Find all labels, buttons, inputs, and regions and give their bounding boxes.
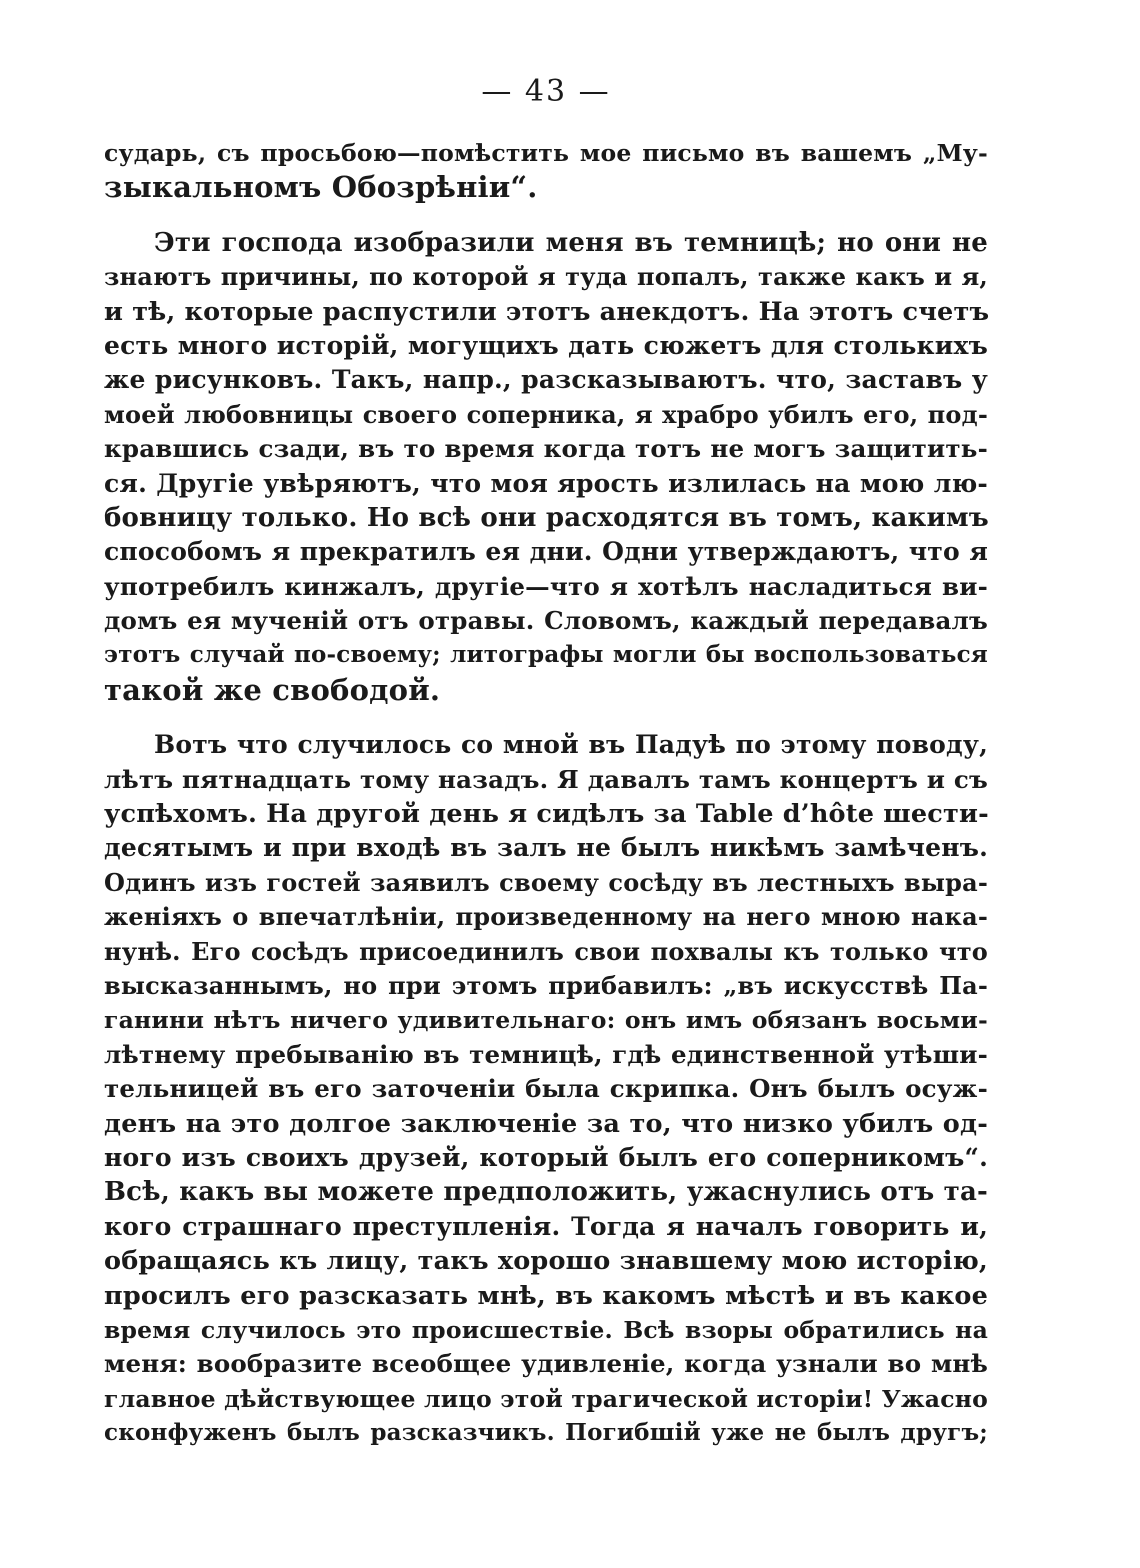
text-line: кого страшнаго преступленія. Тогда я началъ говорить и, xyxy=(104,1211,988,1241)
text-line: ганини нѣтъ ничего удивительнаго: онъ имъ обязанъ восьми- xyxy=(104,1006,988,1035)
text-line: же рисунковъ. Такъ, напр., разсказываютъ. что, заставъ у xyxy=(104,365,988,395)
page xyxy=(104,72,988,1450)
text-line: меня: вообразите всеобщее удивленіе, когда узнали во мнѣ xyxy=(104,1349,988,1379)
text-line: Всѣ, какъ вы можете предположить, ужаснулись отъ та- xyxy=(104,1177,988,1208)
page-number: — 43 — xyxy=(481,74,611,109)
text-line: десятымъ и при входѣ въ залъ не былъ никѣмъ замѣченъ. xyxy=(104,833,988,863)
text-line: денъ на это долгое заключеніе за то, что низко убилъ од- xyxy=(104,1108,988,1139)
text-line: Одинъ изъ гостей заявилъ своему сосѣду въ лестныхъ выра- xyxy=(104,867,988,897)
text-line: зыкальномъ Обозрѣніи“. xyxy=(104,170,538,205)
text-line: время случилось это происшествіе. Всѣ взоры обратились на xyxy=(104,1315,988,1344)
text-line: женіяхъ о впечатлѣніи, произведенному на него мною нака- xyxy=(104,902,988,932)
text-line: бовницу только. Но всѣ они расходятся въ томъ, какимъ xyxy=(104,502,989,533)
paragraph-1 xyxy=(104,136,988,205)
text-line: Эти господа изобразили меня въ темницѣ; но они не xyxy=(154,227,988,258)
text-line: ного изъ своихъ друзей, который былъ его соперникомъ“. xyxy=(104,1142,988,1172)
text-line: знаютъ причины, по которой я туда попалъ, также какъ и я, xyxy=(104,262,988,292)
text-line: и тѣ, которые распустили этотъ анекдотъ. На этотъ счетъ xyxy=(104,296,990,327)
text-line: успѣхомъ. На другой день я сидѣлъ за Table d’hôte шести- xyxy=(104,799,989,830)
text-line: тельницей въ его заточеніи была скрипка. Онъ былъ осуж- xyxy=(104,1074,988,1104)
text-line: кравшись сзади, въ то время когда тотъ не могъ защитить- xyxy=(104,434,988,464)
text-line: употребилъ кинжалъ, другіе—что я хотѣлъ насладиться ви- xyxy=(104,571,988,601)
text-line: есть много исторій, могущихъ дать сюжетъ для столькихъ xyxy=(104,330,988,360)
text-line: высказаннымъ, но при этомъ прибавилъ: „въ искусствѣ Па- xyxy=(104,970,988,1000)
text-line: ся. Другіе увѣряютъ, что моя ярость излилась на мою лю- xyxy=(104,468,988,498)
text-line: лѣтъ пятнадцать тому назадъ. Я давалъ тамъ концертъ и съ xyxy=(104,764,988,794)
paragraph-2 xyxy=(104,226,988,707)
text-line: лѣтнему пребыванію въ темницѣ, гдѣ единственной утѣши- xyxy=(104,1039,988,1069)
text-line: нунѣ. Его сосѣдъ присоединилъ свои похвалы къ только что xyxy=(104,936,988,966)
text-line: этотъ случай по-своему; литографы могли бы воспользоваться xyxy=(104,641,988,669)
text-line: способомъ я прекратилъ ея дни. Одни утверждаютъ, что я xyxy=(104,537,988,567)
text-line: главное дѣйствующее лицо этой трагической исторіи! Ужасно xyxy=(104,1384,989,1413)
paragraph-3 xyxy=(104,728,988,1450)
text-line: моей любовницы своего соперника, я храбро убилъ его, под- xyxy=(104,399,988,429)
text-line: сконфуженъ былъ разсказчикъ. Погибшій уже не былъ другъ; xyxy=(104,1419,988,1447)
text-line: домъ ея мученій отъ отравы. Словомъ, каждый передавалъ xyxy=(104,606,988,636)
text-line: просилъ его разсказать мнѣ, въ какомъ мѣстѣ и въ какое xyxy=(104,1280,988,1311)
text-line: Вотъ что случилось со мной въ Падуѣ по этому поводу, xyxy=(154,730,988,760)
text-line: обращаясь къ лицу, такъ хорошо знавшему мою исторію, xyxy=(104,1246,988,1277)
text-line: такой же свободой. xyxy=(104,672,441,707)
text-line: сударь, съ просьбою—помѣстить мое письмо въ вашемъ „Му- xyxy=(104,139,988,167)
